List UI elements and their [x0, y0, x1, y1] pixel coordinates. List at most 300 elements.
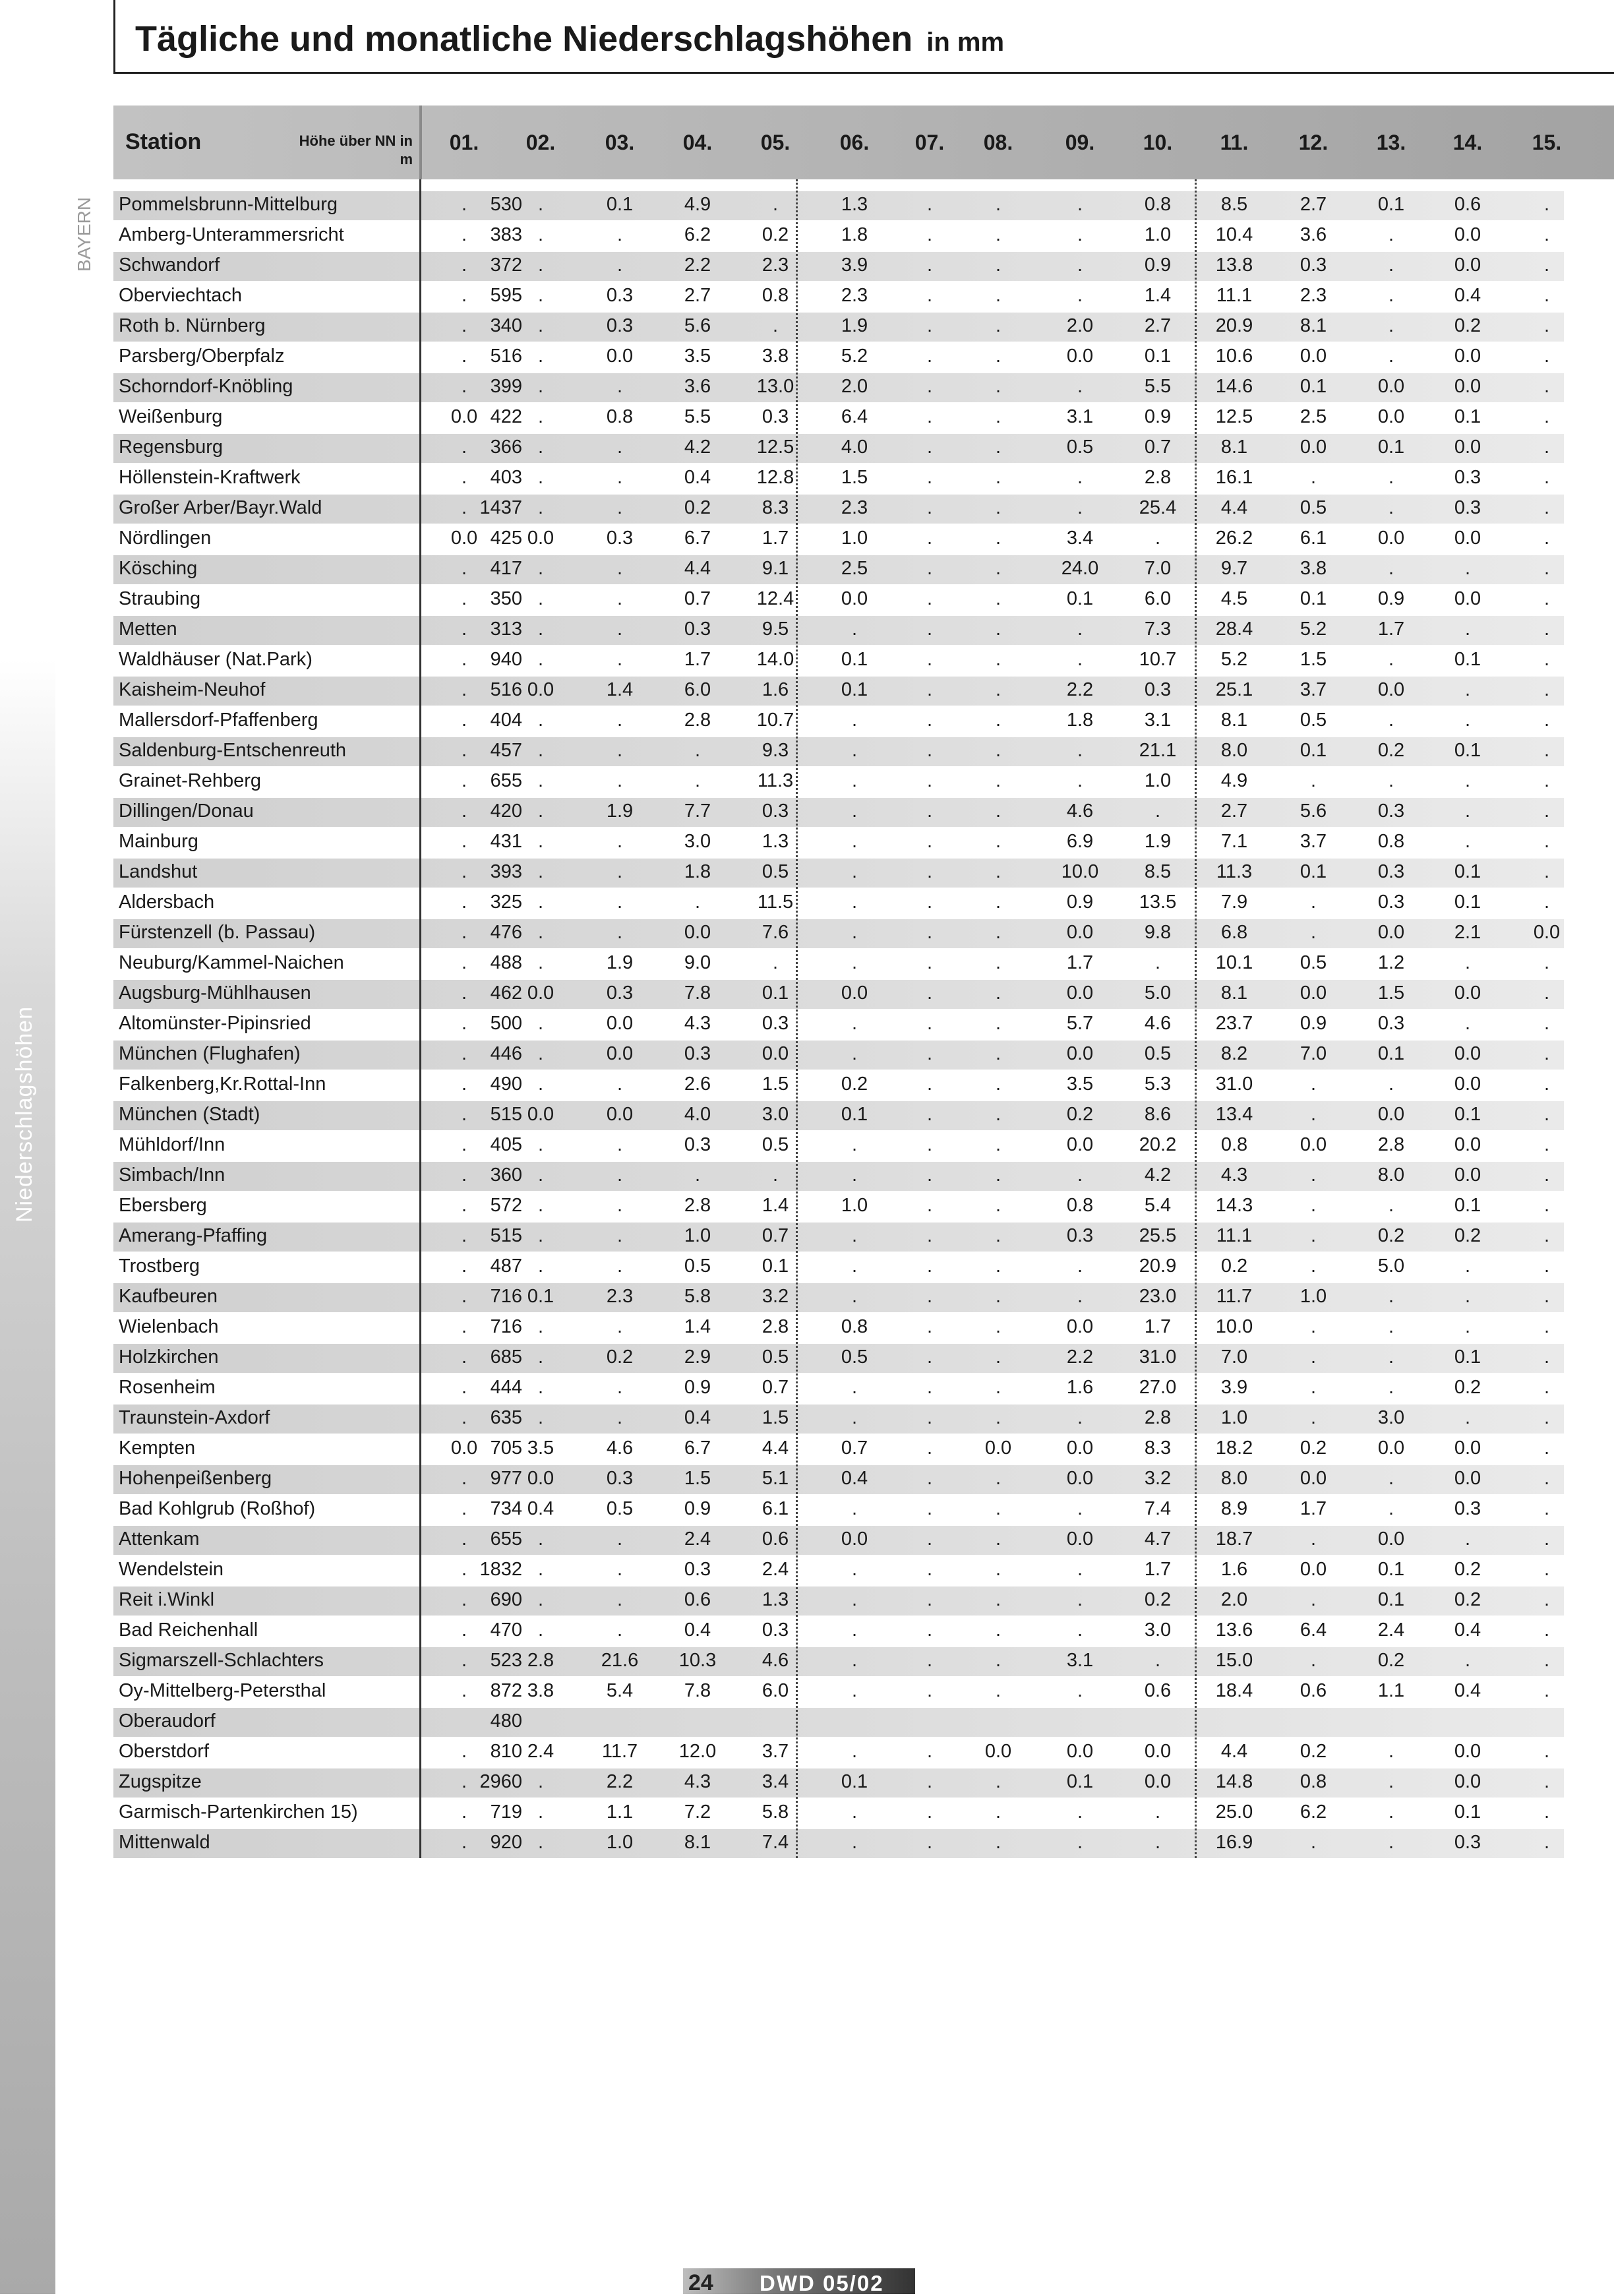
- value-cell-day-3: 0.0: [606, 1043, 634, 1064]
- station-name: Höllenstein-Kraftwerk: [119, 467, 301, 488]
- value-cell-day-5: 0.2: [762, 224, 789, 245]
- value-cell-day-11: 2.7: [1220, 801, 1248, 822]
- station-name: Holzkirchen: [119, 1346, 219, 1368]
- station-height: 340: [490, 315, 522, 336]
- station-name: Kaufbeuren: [119, 1286, 218, 1307]
- value-cell-day-13: .: [1388, 346, 1394, 367]
- value-cell-day-2: .: [537, 861, 544, 882]
- value-cell-day-3: .: [616, 891, 623, 913]
- value-cell-day-6: 0.2: [841, 1073, 868, 1095]
- value-cell-day-12: 0.2: [1300, 1741, 1327, 1762]
- value-cell-day-9: .: [1077, 255, 1083, 276]
- value-cell-day-3: .: [616, 497, 623, 518]
- value-cell-day-12: .: [1310, 1346, 1317, 1368]
- value-cell-day-5: 12.5: [756, 437, 794, 458]
- value-cell-day-13: 0.3: [1377, 861, 1405, 882]
- value-cell-day-8: .: [995, 1195, 1001, 1216]
- value-cell-day-12: 0.0: [1300, 346, 1327, 367]
- value-cell-day-14: 0.1: [1454, 1346, 1481, 1368]
- value-cell-day-15: .: [1543, 1286, 1550, 1307]
- value-cell-day-10: 1.7: [1144, 1559, 1172, 1580]
- value-cell-day-10: 0.5: [1144, 1043, 1172, 1064]
- value-cell-day-5: 3.7: [762, 1741, 789, 1762]
- value-cell-day-4: 0.4: [684, 467, 711, 488]
- value-cell-day-6: 0.1: [841, 1104, 868, 1125]
- station-name: Pommelsbrunn-Mittelburg: [119, 194, 338, 215]
- value-cell-day-15: .: [1543, 1164, 1550, 1186]
- value-cell-day-2: .: [537, 315, 544, 336]
- value-cell-day-6: 0.4: [841, 1468, 868, 1489]
- value-cell-day-1: .: [461, 1225, 467, 1246]
- value-cell-day-8: .: [995, 1832, 1001, 1853]
- value-cell-day-15: .: [1543, 376, 1550, 397]
- value-cell-day-2: .: [537, 619, 544, 640]
- station-name: Aldersbach: [119, 891, 215, 913]
- value-cell-day-9: .: [1077, 1498, 1083, 1519]
- value-cell-day-15: .: [1543, 1832, 1550, 1853]
- station-name: Weißenburg: [119, 406, 223, 427]
- value-cell-day-2: .: [537, 1255, 544, 1277]
- value-cell-day-10: 2.8: [1144, 467, 1172, 488]
- value-cell-day-10: .: [1154, 528, 1161, 549]
- value-cell-day-3: 1.4: [606, 679, 634, 700]
- value-cell-day-8: .: [995, 1771, 1001, 1792]
- value-cell-day-1: .: [461, 285, 467, 306]
- value-cell-day-8: .: [995, 406, 1001, 427]
- value-cell-day-5: 0.3: [762, 801, 789, 822]
- table-row: [113, 495, 1564, 524]
- header-day-4: 04.: [682, 131, 713, 154]
- station-height: 399: [490, 376, 522, 397]
- value-cell-day-9: .: [1077, 1407, 1083, 1428]
- value-cell-day-14: 0.3: [1454, 1498, 1481, 1519]
- table-row: [113, 707, 1564, 736]
- value-cell-day-14: .: [1464, 801, 1471, 822]
- value-cell-day-9: 0.0: [1066, 982, 1094, 1004]
- value-cell-day-7: .: [926, 1771, 933, 1792]
- value-cell-day-9: 3.5: [1066, 1073, 1094, 1095]
- value-cell-day-8: .: [995, 1316, 1001, 1337]
- station-name: Amerang-Pfaffing: [119, 1225, 268, 1246]
- value-cell-day-3: 2.2: [606, 1771, 634, 1792]
- value-cell-day-15: .: [1543, 1619, 1550, 1641]
- header-day-5: 05.: [760, 131, 791, 154]
- station-name: Hohenpeißenberg: [119, 1468, 272, 1489]
- value-cell-day-2: .: [537, 1134, 544, 1155]
- value-cell-day-14: .: [1464, 1407, 1471, 1428]
- value-cell-day-7: .: [926, 619, 933, 640]
- value-cell-day-1: .: [461, 1559, 467, 1580]
- value-cell-day-14: 0.4: [1454, 285, 1481, 306]
- table-row: [113, 1405, 1564, 1434]
- value-cell-day-4: 1.4: [684, 1316, 711, 1337]
- value-cell-day-6: 0.7: [841, 1437, 868, 1459]
- station-name: Saldenburg-Entschenreuth: [119, 740, 347, 761]
- value-cell-day-6: 2.3: [841, 497, 868, 518]
- value-cell-day-6: .: [851, 1377, 858, 1398]
- table-row: [113, 1799, 1564, 1828]
- value-cell-day-4: 1.5: [684, 1468, 711, 1489]
- value-cell-day-14: 0.0: [1454, 1043, 1481, 1064]
- value-cell-day-12: .: [1310, 1377, 1317, 1398]
- value-cell-day-2: .: [537, 770, 544, 791]
- value-cell-day-4: 9.0: [684, 952, 711, 973]
- value-cell-day-12: .: [1310, 1407, 1317, 1428]
- value-cell-day-1: .: [461, 982, 467, 1004]
- value-cell-day-4: 2.4: [684, 1528, 711, 1550]
- value-cell-day-15: .: [1543, 528, 1550, 549]
- value-cell-day-7: .: [926, 1437, 933, 1459]
- station-height: 383: [490, 224, 522, 245]
- table-row: [113, 768, 1564, 797]
- station-height: 350: [490, 588, 522, 609]
- value-cell-day-14: .: [1464, 1286, 1471, 1307]
- value-cell-day-11: 18.7: [1215, 1528, 1253, 1550]
- value-cell-day-12: 0.8: [1300, 1771, 1327, 1792]
- value-cell-day-8: .: [995, 831, 1001, 852]
- value-cell-day-8: .: [995, 1043, 1001, 1064]
- value-cell-day-7: .: [926, 285, 933, 306]
- value-cell-day-10: 0.9: [1144, 255, 1172, 276]
- value-cell-day-5: 6.1: [762, 1498, 789, 1519]
- value-cell-day-2: .: [537, 1043, 544, 1064]
- value-cell-day-5: 0.1: [762, 982, 789, 1004]
- value-cell-day-5: .: [772, 194, 779, 215]
- value-cell-day-1: .: [461, 497, 467, 518]
- value-cell-day-9: 0.0: [1066, 1741, 1094, 1762]
- station-height: 690: [490, 1589, 522, 1610]
- value-cell-day-15: .: [1543, 1043, 1550, 1064]
- value-cell-day-4: 0.0: [684, 922, 711, 943]
- station-height: 523: [490, 1650, 522, 1671]
- value-cell-day-4: 4.3: [684, 1013, 711, 1034]
- value-cell-day-2: .: [537, 376, 544, 397]
- station-height: 655: [490, 770, 522, 791]
- value-cell-day-8: .: [995, 891, 1001, 913]
- table-row: [113, 282, 1564, 311]
- value-cell-day-4: 6.0: [684, 679, 711, 700]
- value-cell-day-6: .: [851, 1164, 858, 1186]
- table-row: [113, 1495, 1564, 1525]
- table-row: [113, 313, 1564, 342]
- value-cell-day-2: .: [537, 1528, 544, 1550]
- value-cell-day-8: .: [995, 558, 1001, 579]
- value-cell-day-13: .: [1388, 1377, 1394, 1398]
- value-cell-day-1: .: [461, 588, 467, 609]
- value-cell-day-12: 0.5: [1300, 952, 1327, 973]
- table-row: [113, 464, 1564, 493]
- value-cell-day-2: .: [537, 1195, 544, 1216]
- value-cell-day-9: .: [1077, 1801, 1083, 1823]
- value-cell-day-10: 25.5: [1139, 1225, 1177, 1246]
- station-height: 405: [490, 1134, 522, 1155]
- value-cell-day-10: 7.4: [1144, 1498, 1172, 1519]
- value-cell-day-8: .: [995, 1377, 1001, 1398]
- value-cell-day-11: 11.1: [1216, 1225, 1253, 1246]
- value-cell-day-13: 0.0: [1377, 406, 1405, 427]
- value-cell-day-14: 0.1: [1454, 891, 1481, 913]
- value-cell-day-1: .: [461, 801, 467, 822]
- value-cell-day-13: 1.5: [1377, 982, 1405, 1004]
- value-cell-day-4: .: [694, 770, 701, 791]
- value-cell-day-15: .: [1543, 1377, 1550, 1398]
- value-cell-day-14: 0.0: [1454, 528, 1481, 549]
- value-cell-day-2: .: [537, 891, 544, 913]
- value-cell-day-3: .: [616, 376, 623, 397]
- value-cell-day-13: 0.1: [1377, 1043, 1405, 1064]
- value-cell-day-1: .: [461, 1650, 467, 1671]
- value-cell-day-6: .: [851, 710, 858, 731]
- value-cell-day-9: 2.2: [1066, 679, 1094, 700]
- value-cell-day-6: 0.0: [841, 982, 868, 1004]
- table-row: [113, 616, 1564, 645]
- value-cell-day-4: .: [694, 1164, 701, 1186]
- value-cell-day-14: 0.0: [1454, 255, 1481, 276]
- value-cell-day-11: 8.1: [1220, 437, 1248, 458]
- value-cell-day-12: 2.5: [1300, 406, 1327, 427]
- value-cell-day-1: .: [461, 770, 467, 791]
- value-cell-day-3: .: [616, 1164, 623, 1186]
- value-cell-day-13: 0.0: [1377, 528, 1405, 549]
- value-cell-day-1: .: [461, 1286, 467, 1307]
- value-cell-day-1: .: [461, 1468, 467, 1489]
- value-cell-day-13: 0.0: [1377, 1528, 1405, 1550]
- value-cell-day-4: 5.8: [684, 1286, 711, 1307]
- value-cell-day-1: .: [461, 1073, 467, 1095]
- value-cell-day-8: .: [995, 1619, 1001, 1641]
- value-cell-day-1: .: [461, 1589, 467, 1610]
- value-cell-day-3: .: [616, 1528, 623, 1550]
- value-cell-day-4: 0.3: [684, 1043, 711, 1064]
- value-cell-day-3: 21.6: [601, 1650, 639, 1671]
- header-day-15: 15.: [1532, 131, 1562, 154]
- station-height: 716: [490, 1286, 522, 1307]
- value-cell-day-2: .: [537, 952, 544, 973]
- value-cell-day-10: 25.4: [1139, 497, 1177, 518]
- value-cell-day-5: 1.7: [762, 528, 789, 549]
- table-row: [113, 1101, 1564, 1130]
- station-name: Amberg-Unterammersricht: [119, 224, 344, 245]
- station-name: Oberstdorf: [119, 1741, 209, 1762]
- value-cell-day-9: 0.3: [1066, 1225, 1094, 1246]
- value-cell-day-7: .: [926, 437, 933, 458]
- value-cell-day-15: .: [1543, 740, 1550, 761]
- value-cell-day-5: 0.3: [762, 1013, 789, 1034]
- station-name: Oberaudorf: [119, 1710, 216, 1732]
- value-cell-day-15: .: [1543, 1346, 1550, 1368]
- station-height: 417: [490, 558, 522, 579]
- value-cell-day-14: 0.0: [1454, 1771, 1481, 1792]
- value-cell-day-11: 16.1: [1215, 467, 1253, 488]
- value-cell-day-7: .: [926, 1407, 933, 1428]
- value-cell-day-8: .: [995, 1589, 1001, 1610]
- value-cell-day-10: .: [1154, 952, 1161, 973]
- value-cell-day-2: .: [537, 346, 544, 367]
- value-cell-day-13: 0.1: [1377, 437, 1405, 458]
- value-cell-day-13: 0.3: [1377, 1013, 1405, 1034]
- value-cell-day-14: 0.0: [1454, 982, 1481, 1004]
- value-cell-day-11: 6.8: [1220, 922, 1248, 943]
- table-row: [113, 586, 1564, 615]
- station-height: 500: [490, 1013, 522, 1034]
- value-cell-day-10: 31.0: [1139, 1346, 1177, 1368]
- value-cell-day-9: 0.0: [1066, 1316, 1094, 1337]
- value-cell-day-5: 3.0: [762, 1104, 789, 1125]
- value-cell-day-1: .: [461, 831, 467, 852]
- title-box: [113, 0, 1614, 74]
- value-cell-day-13: 0.0: [1377, 1104, 1405, 1125]
- value-cell-day-3: 1.1: [606, 1801, 634, 1823]
- value-cell-day-15: .: [1543, 1104, 1550, 1125]
- value-cell-day-11: 11.1: [1216, 285, 1253, 306]
- value-cell-day-15: .: [1543, 891, 1550, 913]
- header-day-13: 13.: [1376, 131, 1406, 154]
- value-cell-day-9: 0.8: [1066, 1195, 1094, 1216]
- station-name: Fürstenzell (b. Passau): [119, 922, 316, 943]
- value-cell-day-8: .: [995, 194, 1001, 215]
- value-cell-day-14: 0.3: [1454, 497, 1481, 518]
- value-cell-day-2: .: [537, 1164, 544, 1186]
- value-cell-day-7: .: [926, 194, 933, 215]
- value-cell-day-5: 1.3: [762, 831, 789, 852]
- value-cell-day-6: .: [851, 861, 858, 882]
- value-cell-day-9: 0.2: [1066, 1104, 1094, 1125]
- value-cell-day-2: .: [537, 740, 544, 761]
- value-cell-day-4: 8.1: [684, 1832, 711, 1853]
- value-cell-day-15: .: [1543, 1528, 1550, 1550]
- table-row: [113, 1283, 1564, 1312]
- table-row: [113, 1162, 1564, 1191]
- station-height: 487: [490, 1255, 522, 1277]
- value-cell-day-4: 3.6: [684, 376, 711, 397]
- value-cell-day-1: .: [461, 1407, 467, 1428]
- value-cell-day-4: 4.3: [684, 1771, 711, 1792]
- station-name: Großer Arber/Bayr.Wald: [119, 497, 322, 518]
- value-cell-day-14: 0.0: [1454, 437, 1481, 458]
- station-height: 719: [490, 1801, 522, 1823]
- value-cell-day-12: 5.6: [1300, 801, 1327, 822]
- value-cell-day-9: .: [1077, 1619, 1083, 1641]
- value-cell-day-8: .: [995, 528, 1001, 549]
- value-cell-day-7: .: [926, 922, 933, 943]
- station-height: 515: [490, 1104, 522, 1125]
- value-cell-day-12: .: [1310, 467, 1317, 488]
- value-cell-day-11: 7.9: [1220, 891, 1248, 913]
- value-cell-day-10: 8.3: [1144, 1437, 1172, 1459]
- table-row: [113, 737, 1564, 766]
- value-cell-day-13: 0.1: [1377, 1589, 1405, 1610]
- value-cell-day-12: .: [1310, 1589, 1317, 1610]
- value-cell-day-7: .: [926, 346, 933, 367]
- value-cell-day-13: 2.8: [1377, 1134, 1405, 1155]
- value-cell-day-15: .: [1543, 315, 1550, 336]
- header-day-9: 09.: [1065, 131, 1095, 154]
- value-cell-day-9: .: [1077, 224, 1083, 245]
- value-cell-day-10: 6.0: [1144, 588, 1172, 609]
- value-cell-day-15: .: [1543, 588, 1550, 609]
- value-cell-day-13: 0.1: [1377, 1559, 1405, 1580]
- value-cell-day-4: 2.8: [684, 1195, 711, 1216]
- issue-label: DWD 05/02: [760, 2271, 884, 2295]
- value-cell-day-13: .: [1388, 497, 1394, 518]
- value-cell-day-9: 0.0: [1066, 1043, 1094, 1064]
- value-cell-day-9: 0.0: [1066, 346, 1094, 367]
- value-cell-day-13: .: [1388, 1346, 1394, 1368]
- station-name: Kösching: [119, 558, 198, 579]
- value-cell-day-12: .: [1310, 1073, 1317, 1095]
- value-cell-day-9: 2.2: [1066, 1346, 1094, 1368]
- value-cell-day-8: .: [995, 1559, 1001, 1580]
- value-cell-day-1: .: [461, 922, 467, 943]
- value-cell-day-12: 3.7: [1300, 831, 1327, 852]
- value-cell-day-6: .: [851, 770, 858, 791]
- value-cell-day-7: .: [926, 1013, 933, 1034]
- table-row: [113, 1223, 1564, 1252]
- value-cell-day-13: .: [1388, 770, 1394, 791]
- value-cell-day-15: .: [1543, 1559, 1550, 1580]
- value-cell-day-12: .: [1310, 1255, 1317, 1277]
- value-cell-day-2: .: [537, 558, 544, 579]
- value-cell-day-13: 0.3: [1377, 801, 1405, 822]
- value-cell-day-5: 0.1: [762, 1255, 789, 1277]
- value-cell-day-10: 1.0: [1144, 770, 1172, 791]
- value-cell-day-10: 8.6: [1144, 1104, 1172, 1125]
- table-row: [113, 191, 1564, 220]
- value-cell-day-9: .: [1077, 285, 1083, 306]
- value-cell-day-12: .: [1310, 1164, 1317, 1186]
- value-cell-day-15: .: [1543, 952, 1550, 973]
- header-day-7: 07.: [914, 131, 945, 154]
- value-cell-day-3: .: [616, 1134, 623, 1155]
- table-row: [113, 1041, 1564, 1070]
- value-cell-day-5: 11.3: [757, 770, 794, 791]
- value-cell-day-14: 0.0: [1454, 376, 1481, 397]
- value-cell-day-3: 0.0: [606, 1104, 634, 1125]
- header-day-14: 14.: [1452, 131, 1483, 154]
- station-name: Mainburg: [119, 831, 198, 852]
- value-cell-day-11: 8.0: [1220, 1468, 1248, 1489]
- value-cell-day-1: .: [461, 1832, 467, 1853]
- value-cell-day-7: .: [926, 861, 933, 882]
- value-cell-day-3: .: [616, 224, 623, 245]
- value-cell-day-11: 25.0: [1215, 1801, 1253, 1823]
- value-cell-day-3: .: [616, 1377, 623, 1398]
- value-cell-day-14: 0.1: [1454, 1104, 1481, 1125]
- value-cell-day-15: .: [1543, 982, 1550, 1004]
- station-name: Zugspitze: [119, 1771, 202, 1792]
- table-row: [113, 859, 1564, 888]
- value-cell-day-4: 1.0: [684, 1225, 711, 1246]
- station-name: Schorndorf-Knöbling: [119, 376, 293, 397]
- value-cell-day-14: 0.2: [1454, 1559, 1481, 1580]
- station-name: Schwandorf: [119, 255, 220, 276]
- value-cell-day-4: 3.0: [684, 831, 711, 852]
- value-cell-day-14: 0.0: [1454, 1437, 1481, 1459]
- value-cell-day-1: .: [461, 1316, 467, 1337]
- header-day-11: 11.: [1220, 131, 1249, 154]
- station-height: 595: [490, 285, 522, 306]
- station-height: 530: [490, 194, 522, 215]
- value-cell-day-12: 7.0: [1300, 1043, 1327, 1064]
- value-cell-day-12: .: [1310, 1832, 1317, 1853]
- station-name: Waldhäuser (Nat.Park): [119, 649, 313, 670]
- value-cell-day-2: 3.8: [527, 1680, 554, 1701]
- value-cell-day-9: 0.0: [1066, 1468, 1094, 1489]
- value-cell-day-14: .: [1464, 770, 1471, 791]
- value-cell-day-7: .: [926, 1741, 933, 1762]
- value-cell-day-8: 0.0: [984, 1437, 1012, 1459]
- value-cell-day-8: .: [995, 1407, 1001, 1428]
